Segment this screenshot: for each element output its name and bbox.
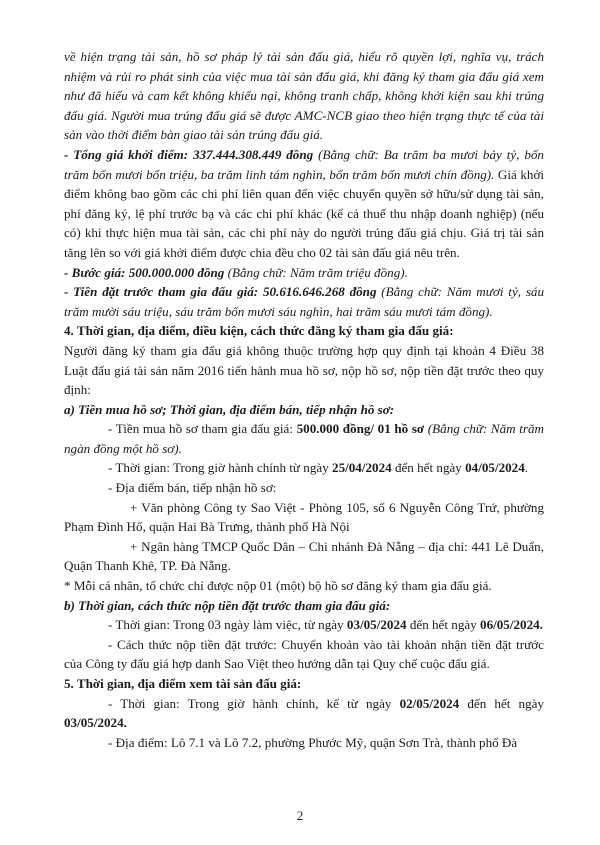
viewing-place-paragraph: - Địa điểm: Lô 7.1 và Lô 7.2, phường Phước Mỹ, quận Sơn Trà, thành phố Đà [108, 734, 518, 750]
section-4-heading: 4. Thời gian, địa điểm, điều kiện, cách thức đăng ký tham gia đấu giá: [64, 323, 454, 339]
section-4-intro: Người đăng ký tham gia đấu giá không thuộc trường hợp quy định tại khoản 4 Điều 38 Luật đấu giá tài sản năm 2016 tiến hành mua hồ sơ, nộp hồ sơ, nộp tiền đặt trước theo quy định: [64, 342, 544, 398]
disclaimer-paragraph: về hiện trạng tài sản, hồ sơ pháp lý tài sản đấu giá, hiểu rõ quyền lợi, nghĩa vụ, trách nhiệm và rủi ro phát sinh của việc mua tài sản đấu giá, khi đăng ký tham gia đấu giá xem như đã hiểu và cam kết không khiếu nại, không tranh chấp, không khởi kiện sau khi trúng đấu giá. Người mua trúng đấu giá sẽ được AMC-NCB giao theo hiện trạng thực tế của tài sản vào thời điểm bàn giao tài sản trúng đấu giá. [64, 49, 544, 143]
sale-time-end: . [524, 460, 529, 476]
deposit-time-prefix: - Thời gian: Trong 03 ngày làm việc, từ ngày [108, 617, 347, 633]
step-price-words: (Bằng chữ: Năm trăm triệu đồng). [224, 264, 408, 280]
start-price-paragraph [64, 145, 544, 263]
section-4b-heading: b) Thời gian, cách thức nộp tiền đặt trước tham gia đấu giá: [64, 597, 391, 613]
fee-words: (Bằng chữ: Năm trăm ngàn đồng một hồ sơ). [64, 421, 544, 456]
fee-prefix: - Tiền mua hồ sơ tham gia đấu giá: [108, 421, 297, 437]
fee-paragraph [64, 419, 544, 458]
section-4a-heading: a) Tiền mua hồ sơ; Thời gian, địa điểm bán, tiếp nhận hồ sơ: [64, 401, 395, 417]
sale-time-paragraph [64, 458, 544, 478]
deposit-time-paragraph [64, 615, 544, 635]
deposit-paragraph [64, 282, 544, 321]
deposit-words: (Bằng chữ: Năm mươi tỷ, sáu trăm mười sáu triệu, sáu trăm bốn mươi sáu nghìn, hai trăm sáu mươi tám đồng). [64, 284, 545, 319]
place-office: + Văn phòng Công ty Sao Việt - Phòng 105, số 6 Nguyễn Công Trứ, phường Phạm Đình Hổ, quận Hai Bà Trưng, thành phố Hà Nội [64, 499, 544, 535]
sale-time-to: 04/05/2024 [465, 460, 525, 476]
viewing-time-to: 03/05/2024. [64, 715, 127, 731]
step-price-label: - Bước giá: 500.000.000 đồng [64, 264, 225, 280]
deposit-time-to: 06/05/2024. [480, 617, 543, 633]
step-price-paragraph [64, 263, 544, 283]
deposit-label: - Tiền đặt trước tham gia đấu giá: 50.616.646.268 đồng [64, 284, 377, 300]
sale-time-prefix: - Thời gian: Trong giờ hành chính từ ngày [108, 460, 333, 476]
start-price-label: - Tổng giá khởi điểm: 337.444.308.449 đồng [64, 146, 314, 162]
viewing-time-paragraph [64, 694, 544, 733]
place-label: - Địa điểm bán, tiếp nhận hồ sơ: [108, 480, 277, 496]
section-5-heading: 5. Thời gian, địa điểm xem tài sản đấu giá: [64, 676, 302, 691]
viewing-time-prefix: - Thời gian: Trong giờ hành chính, kể từ ngày [108, 695, 400, 711]
sale-time-mid: đến hết ngày [391, 460, 466, 476]
dossier-note: * Mỗi cá nhân, tổ chức chỉ được nộp 01 (một) bộ hồ sơ đăng ký tham gia đấu giá. [64, 578, 492, 594]
deposit-time-mid: đến hết ngày [406, 617, 481, 633]
deposit-time-from: 03/05/2024 [346, 617, 407, 633]
fee-value: 500.000 đồng/ 01 hồ sơ [296, 421, 425, 437]
deposit-method-paragraph: - Cách thức nộp tiền đặt trước: Chuyển khoản vào tài khoản nhận tiền đặt trước của Công ty đấu giá hợp danh Sao Việt theo hướng dẫn tại Quy chế cuộc đấu giá. [64, 636, 544, 672]
viewing-time-from: 02/05/2024 [399, 695, 460, 711]
sale-time-from: 25/04/2024 [332, 460, 392, 476]
start-price-words: (Bằng chữ: Ba trăm ba mươi bảy tỷ, bốn trăm bốn mươi bốn triệu, ba trăm linh tám nghìn, bốn trăm bốn mươi chín đồng). [64, 146, 544, 182]
document-body [64, 47, 544, 752]
start-price-note: Giá khởi điểm không bao gồm các chi phí liên quan đến việc chuyển quyền sở hữu/sử dụng tài sản, phí đăng ký, lệ phí trước bạ và các chi phí khác (kể cả thuế thu nhập doanh nghiệp) (nếu có) khi thực hiện mua tài sản, các chi phí này do người trúng đấu giá chịu. Giá trị tài sản tăng lên so với giá khởi điểm được chia đều cho 02 tài sản đấu giá nêu trên. [64, 166, 545, 260]
place-bank: + Ngân hàng TMCP Quốc Dân – Chi nhánh Đà Nẵng – địa chỉ: 441 Lê Duẩn, Quận Thanh Khê, TP. Đà Nẵng. [64, 538, 544, 574]
viewing-time-mid: đến hết ngày [459, 695, 544, 711]
page-number: 2 [296, 808, 304, 823]
